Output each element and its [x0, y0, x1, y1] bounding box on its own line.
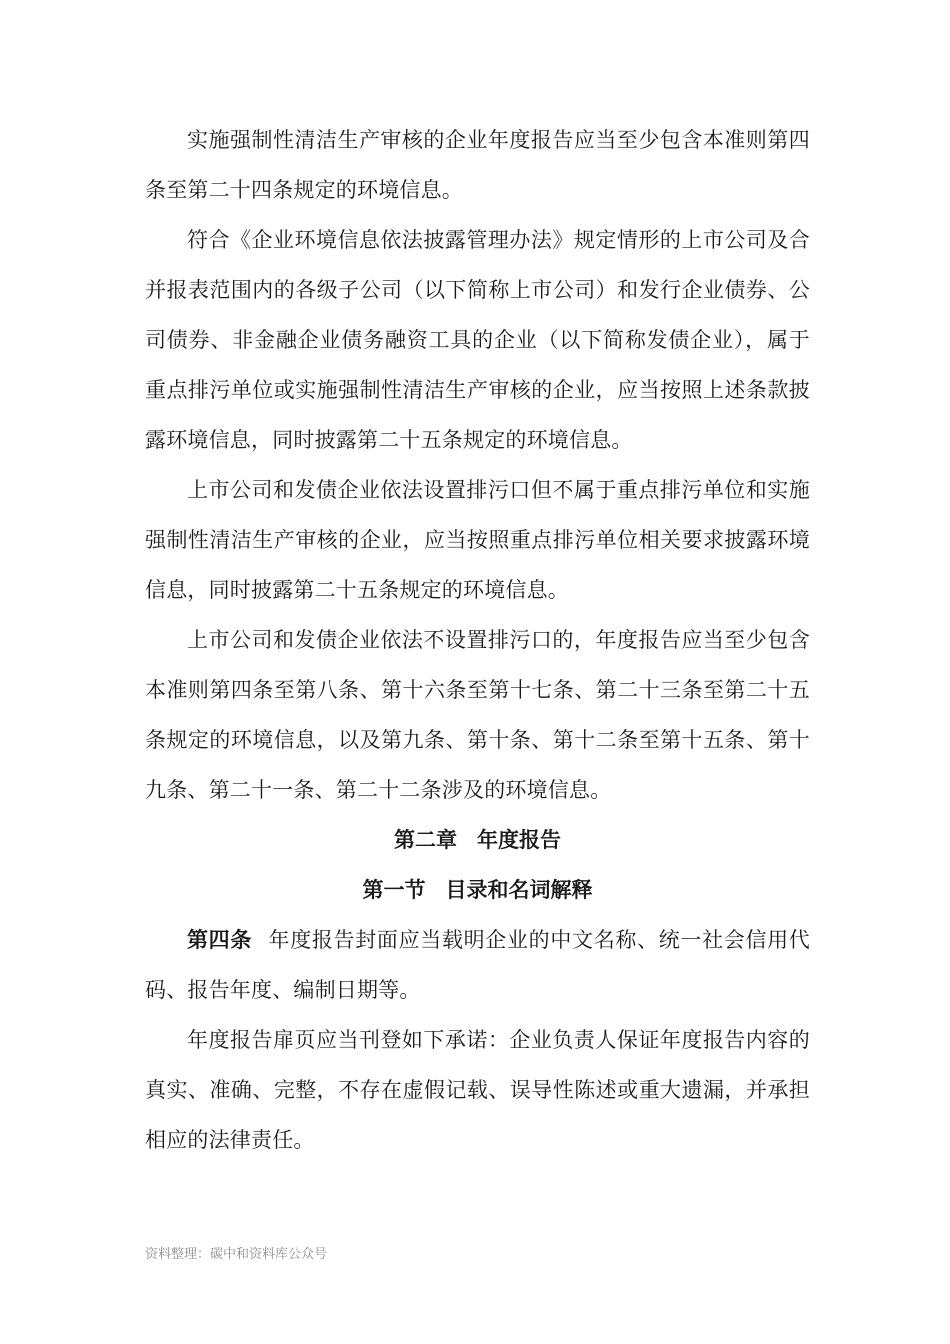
chapter-number: 第二章: [394, 828, 457, 852]
chapter-title: 年度报告: [477, 828, 561, 852]
article-paragraph: [145, 915, 810, 1015]
document-body: [145, 115, 810, 1165]
paragraph: 年度报告扉页应当刊登如下承诺：企业负责人保证年度报告内容的真实、准确、完整，不存在虚假记载、误导性陈述或重大遗漏，并承担相应的法律责任。: [145, 1028, 810, 1152]
section-number: 第一节: [362, 878, 426, 902]
paragraph: 上市公司和发债企业依法设置排污口但不属于重点排污单位和实施强制性清洁生产审核的企业，应当按照重点排污单位相关要求披露环境信息，同时披露第二十五条规定的环境信息。: [145, 478, 810, 602]
paragraph: 符合《企业环境信息依法披露管理办法》规定情形的上市公司及合并报表范围内的各级子公司（以下简称上市公司）和发行企业债券、公司债券、非金融企业债务融资工具的企业（以下简称发债企业），属于重点排污单位或实施强制性清洁生产审核的企业，应当按照上述条款披露环境信息，同时披露第二十五条规定的环境信息。: [145, 228, 810, 452]
paragraph: 实施强制性清洁生产审核的企业年度报告应当至少包含本准则第四条至第二十四条规定的环境信息。: [145, 128, 810, 202]
article-label: 第四条: [187, 928, 253, 952]
paragraph: 上市公司和发债企业依法不设置排污口的，年度报告应当至少包含本准则第四条至第八条、第十六条至第十七条、第二十三条至第二十五条规定的环境信息，以及第九条、第十条、第十二条至第十五条、第十九条、第二十一条、第二十二条涉及的环境信息。: [145, 628, 810, 802]
section-title: 目录和名词解释: [445, 878, 593, 902]
footer-note: 资料整理：碳中和资料库公众号: [145, 1247, 328, 1262]
section-heading: [145, 865, 810, 915]
article-text: 年度报告封面应当载明企业的中文名称、统一社会信用代码、报告年度、编制日期等。: [145, 928, 811, 1002]
chapter-heading: [145, 815, 810, 865]
